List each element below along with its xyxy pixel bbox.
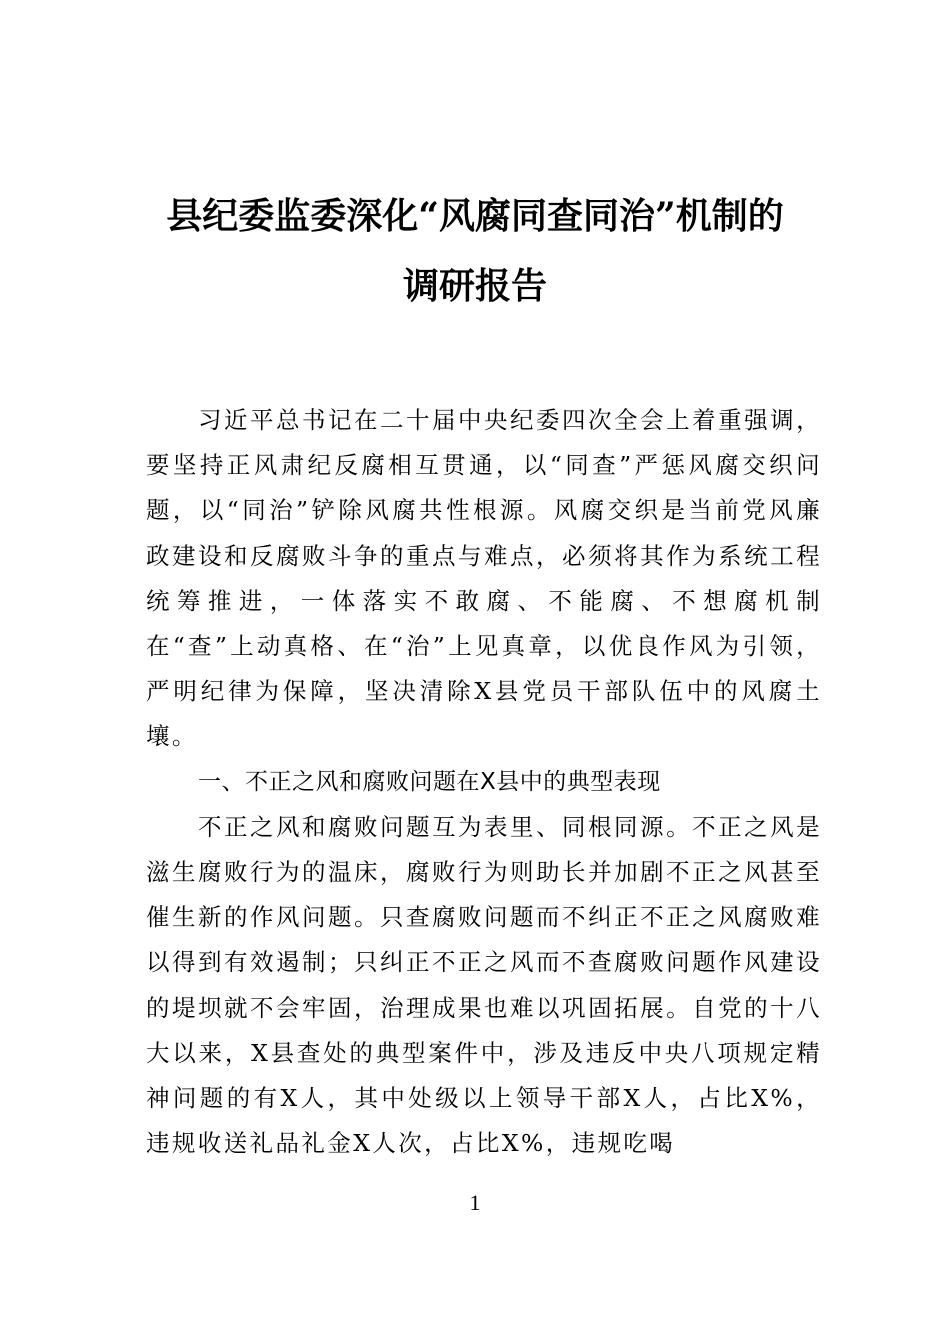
paragraph-section-1: 不正之风和腐败问题互为表里、同根同源。不正之风是滋生腐败行为的温床，腐败行为则助长并加剧不正之风甚至催生新的作风问题。只查腐败问题而不纠正不正之风腐败难以得到有效遏制；只纠正不正之风而不查腐败问题作风建设的堤坝就不会牢固，治理成果也难以巩固拓展。自党的十八大以来，X县查处的典型案件中，涉及违反中央八项规定精神问题的有X人，其中处级以上领导干部X人，占比X%，违规收送礼品礼金X人次，占比X%，违规吃喝 <box>146 812 822 1158</box>
document-body <box>146 398 822 1166</box>
paragraph-intro: 习近平总书记在二十届中央纪委四次全会上着重强调，要坚持正风肃纪反腐相互贯通，以“同查”严惩风腐交织问题，以“同治”铲除风腐共性根源。风腐交织是当前党风廉政建设和反腐败斗争的重点与难点，必须将其作为系统工程统筹推进，一体落实不敢腐、不能腐、不想腐机制在“查”上动真格、在“治”上见真章，以优良作风为引领，严明纪律为保障，坚决清除X县党员干部队伍中的风腐土壤。 <box>146 406 822 751</box>
section-heading-1: 一、不正之风和腐败问题在X县中的典型表现 <box>198 768 661 795</box>
page-number: 1 <box>469 1190 481 1215</box>
document-title-line-2: 调研报告 <box>402 265 547 307</box>
document-title-line-1: 县纪委监委深化“风腐同查同治”机制的 <box>166 195 784 237</box>
